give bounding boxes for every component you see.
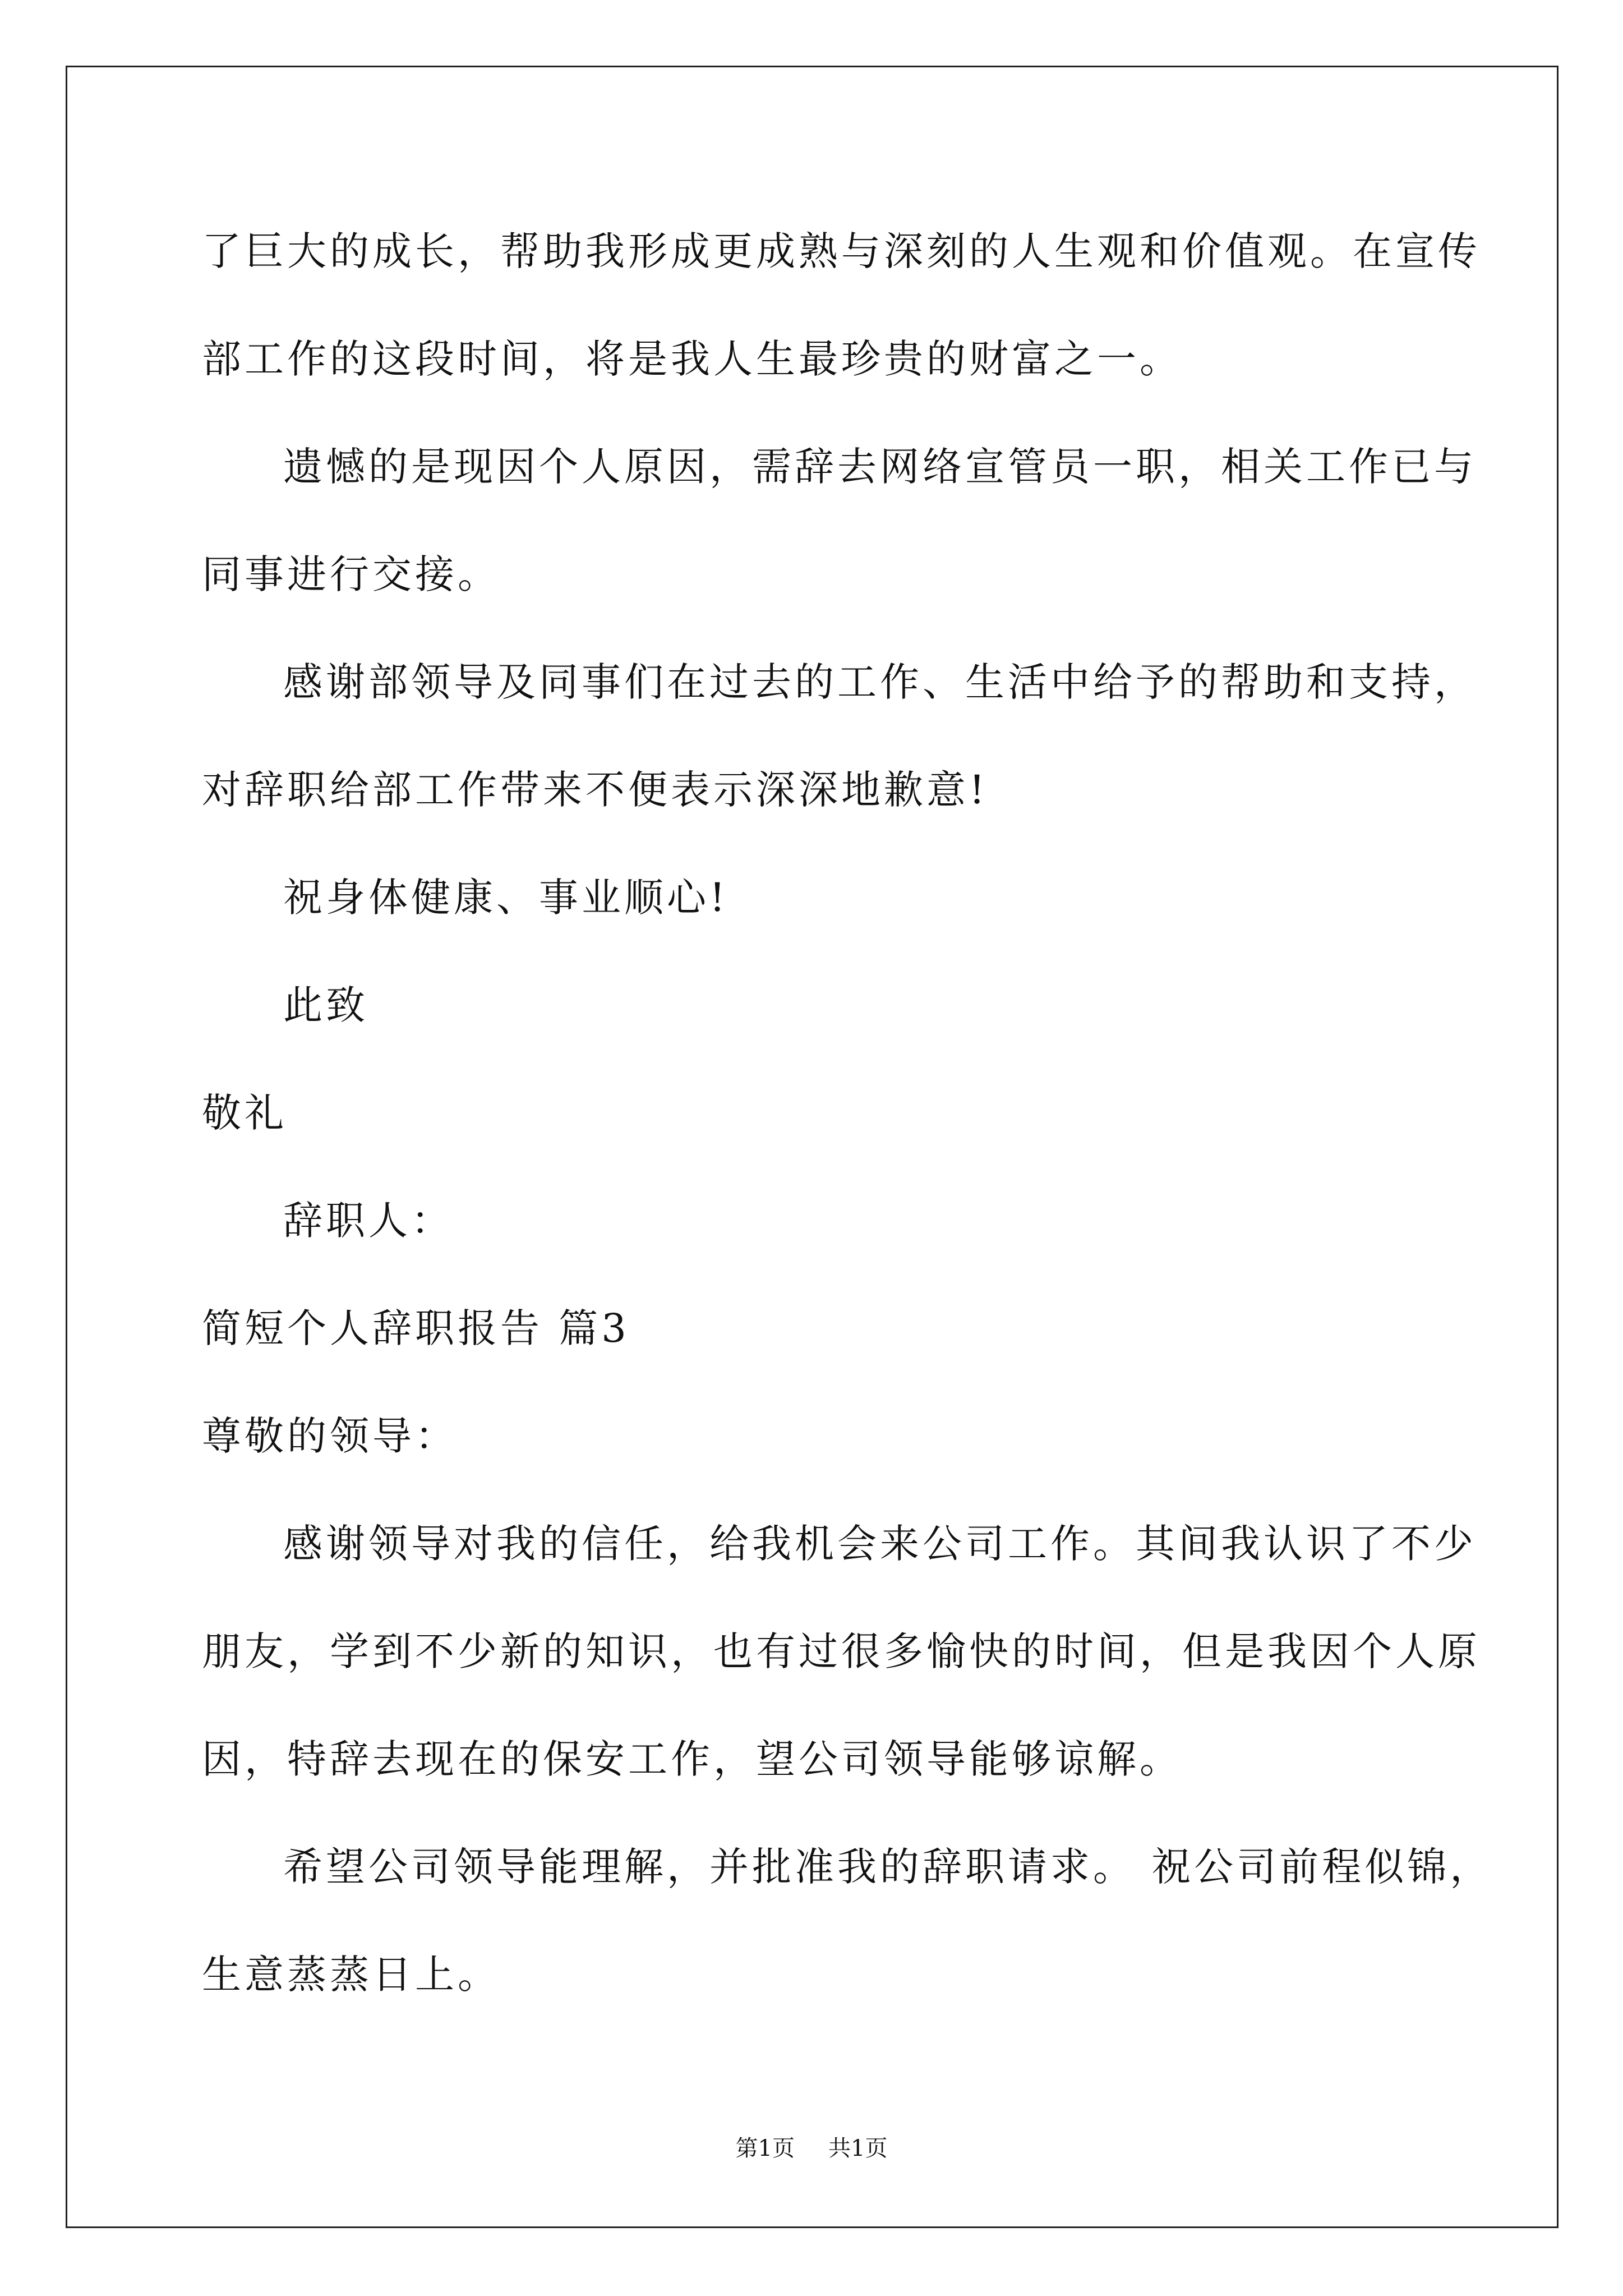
text-line: 祝身体健康、事业顺心! <box>283 875 729 921</box>
signature-label: 辞职人： <box>283 1198 454 1244</box>
text-line: 因，特辞去现在的保安工作，望公司领导能够谅解。 <box>202 1736 1182 1782</box>
closing-regards: 敬礼 <box>202 1090 287 1136</box>
text-line: 了巨大的成长，帮助我形成更成熟与深刻的人生观和价值观。在宣传 <box>202 228 1481 274</box>
page-total: 共1页 <box>828 2136 888 2161</box>
text-line: 同事进行交接。 <box>202 551 500 597</box>
text-line: 朋友，学到不少新的知识，也有过很多愉快的时间，但是我因个人原 <box>202 1628 1481 1674</box>
page-number: 第1页 <box>735 2136 795 2161</box>
text-line: 生意蒸蒸日上。 <box>202 1952 500 1998</box>
page-border <box>66 66 1559 2228</box>
greeting: 尊敬的领导： <box>202 1413 458 1459</box>
section-title: 简短个人辞职报告 篇3 <box>202 1305 630 1351</box>
text-line: 部工作的这段时间，将是我人生最珍贵的财富之一。 <box>202 336 1182 382</box>
text-line: 对辞职给部工作带来不便表示深深地歉意! <box>202 767 989 813</box>
text-line: 感谢部领导及同事们在过去的工作、生活中给予的帮助和支持， <box>283 659 1477 705</box>
text-line: 遗憾的是现因个人原因，需辞去网络宣管员一职，相关工作已与 <box>283 444 1477 490</box>
closing-salutation: 此致 <box>283 982 368 1028</box>
page-footer <box>0 2137 1623 2160</box>
text-line: 希望公司领导能理解，并批准我的辞职请求。 祝公司前程似锦， <box>283 1844 1493 1890</box>
text-line: 感谢领导对我的信任，给我机会来公司工作。其间我认识了不少 <box>283 1521 1477 1567</box>
